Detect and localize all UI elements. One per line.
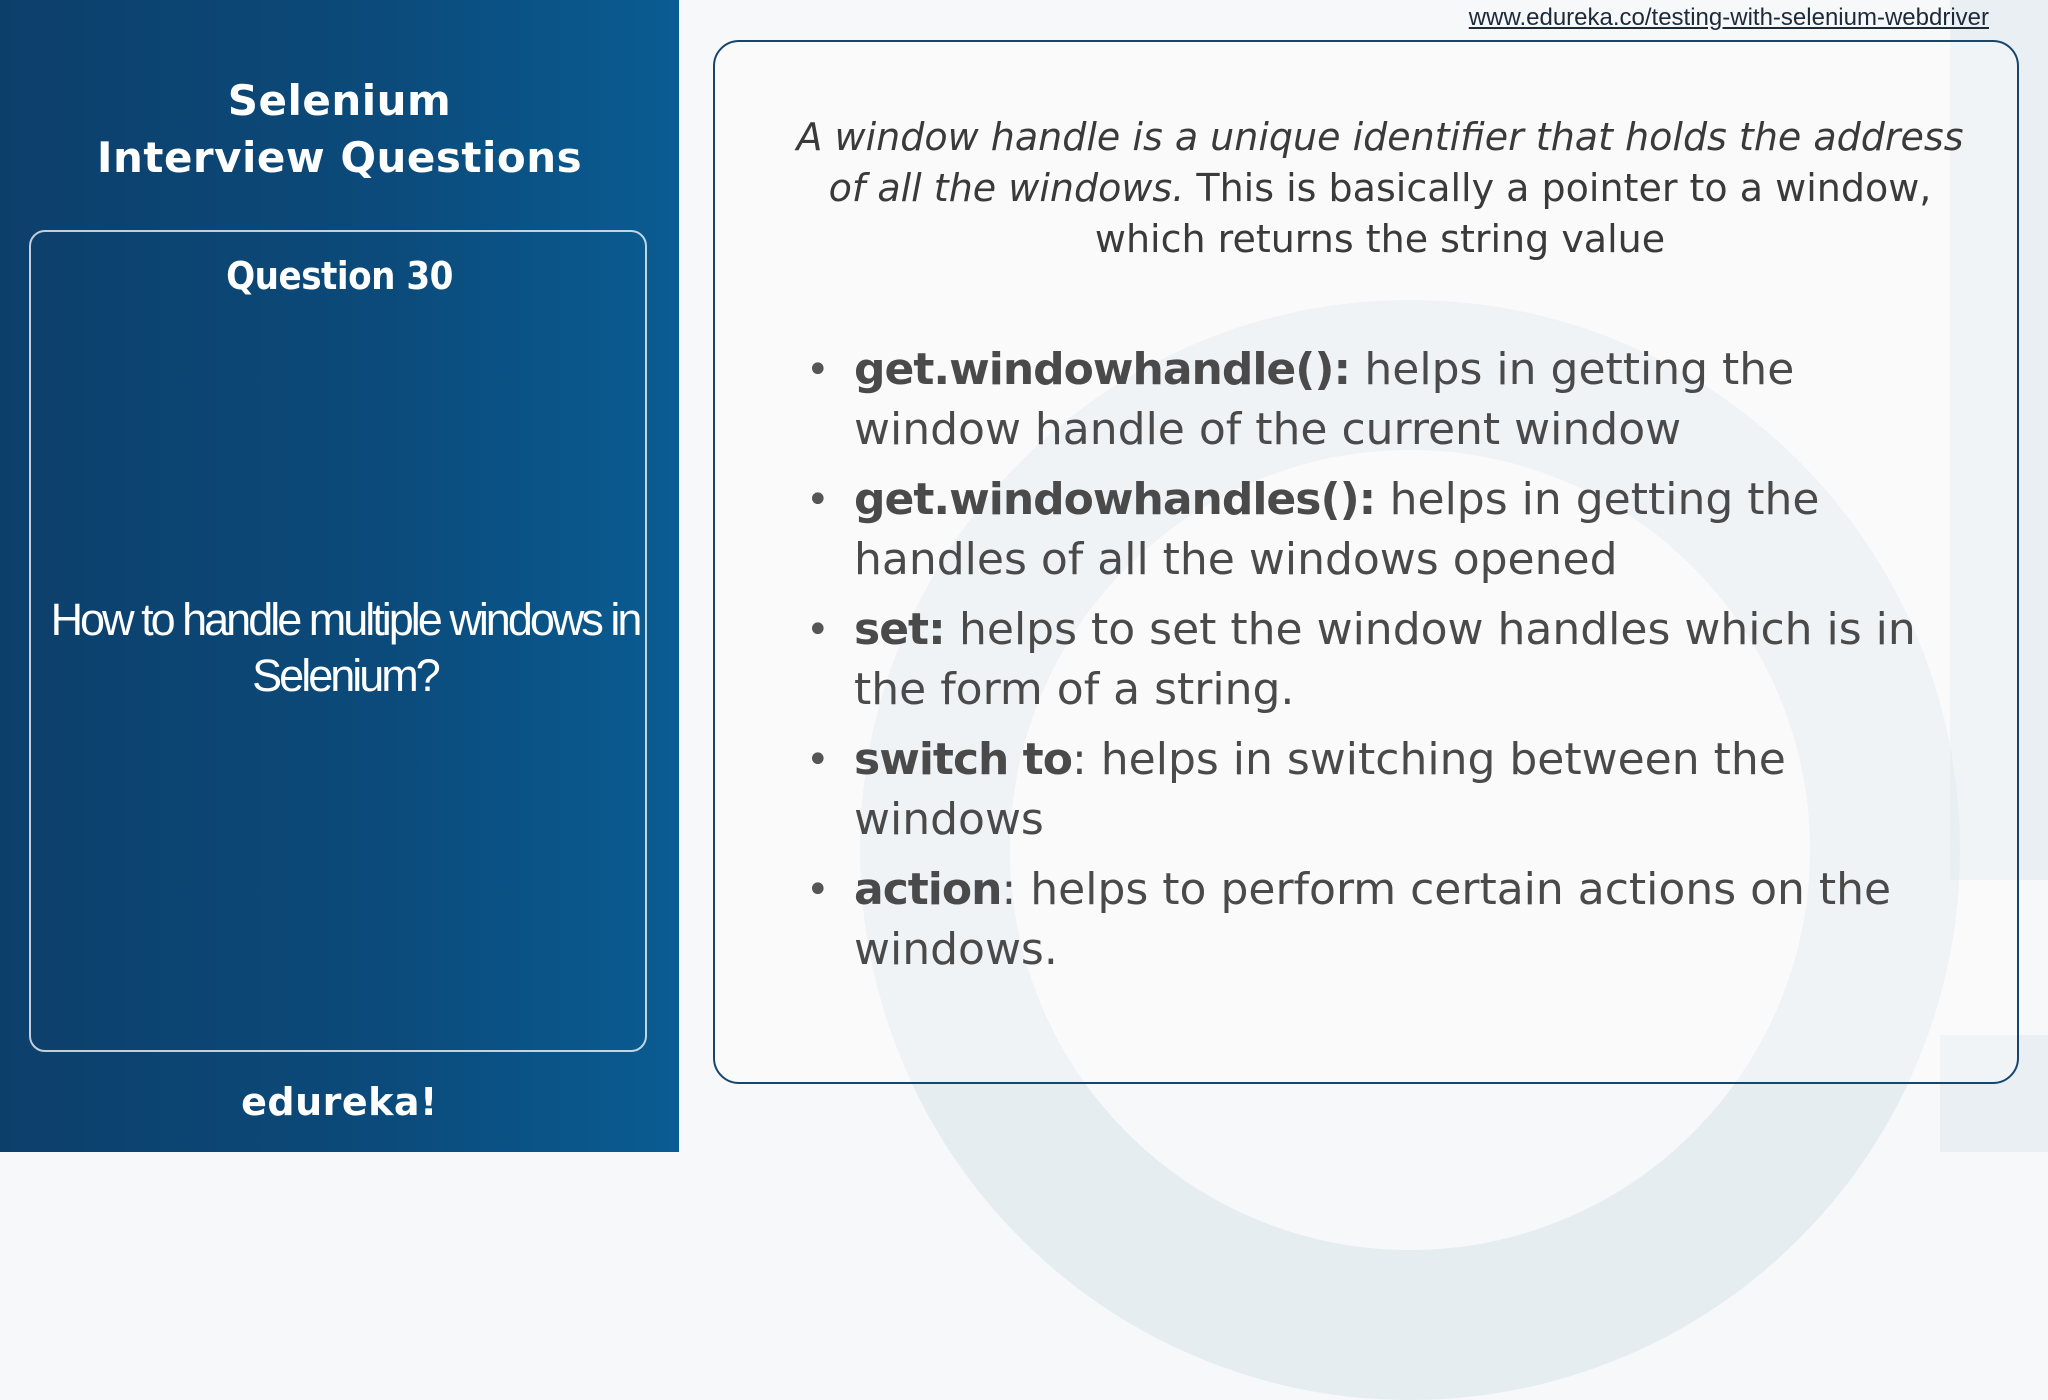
- bullet-dot-icon: •: [806, 867, 830, 913]
- bullet-dot-icon: •: [806, 737, 830, 783]
- bullet-item: [800, 600, 1950, 720]
- bullet-term: set:: [854, 604, 959, 655]
- bullet-item: [800, 340, 1950, 460]
- bullet-desc: helps to set the window handles which is in the form of a string.: [854, 604, 1916, 715]
- site-url-link[interactable]: www.edureka.co/testing-with-selenium-webdriver: [1468, 4, 1989, 31]
- bullet-term: switch to: [854, 734, 1072, 785]
- bullet-list: [800, 340, 1950, 990]
- intro-paragraph: [780, 112, 1980, 265]
- left-panel: [0, 0, 679, 1152]
- question-text: How to handle multiple windows in Selenium?: [50, 594, 640, 701]
- bullet-dot-icon: •: [806, 477, 830, 523]
- question-number: Question 30: [226, 254, 453, 298]
- bullet-item: [800, 730, 1950, 850]
- intro-normal: This is basically a pointer to a window, which returns the string value: [1094, 166, 1932, 261]
- panel-title-line1: Selenium: [227, 76, 452, 125]
- intro-italic: A window handle is a unique identifier that holds the address of all the windows.: [796, 115, 1964, 210]
- bullet-desc: helps in getting the window handle of the current window: [854, 344, 1795, 455]
- bullet-item: [800, 860, 1950, 980]
- bullet-term: get.windowhandles():: [854, 474, 1390, 525]
- bullet-desc: helps in getting the handles of all the windows opened: [854, 474, 1820, 585]
- brand-logo: edureka!: [241, 1080, 438, 1124]
- bullet-desc: : helps in switching between the windows: [854, 734, 1786, 845]
- panel-title: [0, 72, 679, 186]
- panel-title-line2: Interview Questions: [96, 133, 583, 182]
- bullet-desc: : helps to perform certain actions on the windows.: [854, 864, 1892, 975]
- bullet-term: action: [854, 864, 1002, 915]
- bullet-term: get.windowhandle():: [854, 344, 1365, 395]
- bullet-item: [800, 470, 1950, 590]
- bullet-dot-icon: •: [806, 607, 830, 653]
- bullet-dot-icon: •: [806, 347, 830, 393]
